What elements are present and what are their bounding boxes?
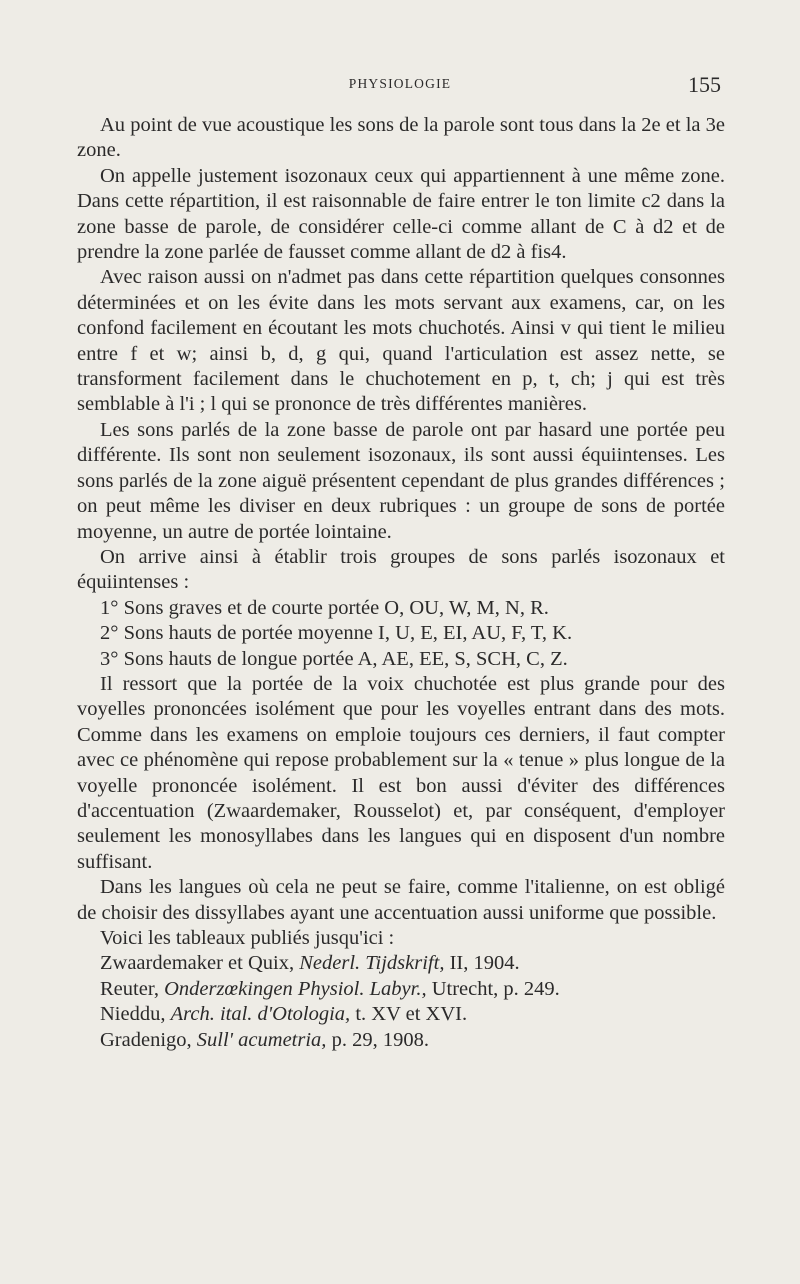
paragraph-consonnes: Avec raison aussi on n'admet pas dans cette répartition quelques consonnes déterminées et on les évite dans les mots servant aux examens, car, on les confond facilement en écoutant les mots chuchotés. Ainsi v qui tient le milieu entre f et w; ainsi b, d, g qui, quand l'articulation est assez nette, se transforment facilement dans le chuchotement en p, t, ch; j qui est très semblable à l'i ; l qui se prononce de très différentes manières.: [77, 266, 725, 416]
reference-author: Reuter,: [100, 977, 159, 1000]
reference-rest: Utrecht, p. 249.: [431, 977, 560, 1000]
paragraph-tableaux: Voici les tableaux publiés jusqu'ici :: [100, 927, 395, 949]
reference-author: Nieddu,: [100, 1003, 166, 1026]
reference-item: [77, 951, 725, 976]
reference-item: [77, 1002, 725, 1027]
group-item-1: 1° Sons graves et de courte portée O, OU, W, M, N, R.: [100, 596, 549, 619]
reference-work: Arch. ital. d'Otologia,: [170, 1003, 351, 1026]
reference-work: Sull' acumetria,: [196, 1028, 327, 1051]
reference-work: Nederl. Tijdskrift,: [299, 952, 445, 975]
reference-item: [77, 1028, 725, 1053]
reference-author: Gradenigo,: [100, 1028, 192, 1051]
reference-author: Zwaardemaker et Quix,: [100, 952, 295, 975]
running-title: PHYSIOLOGIE: [348, 76, 452, 91]
reference-rest: p. 29, 1908.: [331, 1028, 429, 1051]
reference-work: Onderzœkingen Physiol. Labyr.,: [164, 977, 427, 1000]
reference-rest: II, 1904.: [449, 952, 520, 975]
reference-rest: t. XV et XVI.: [355, 1003, 468, 1026]
group-item-3: 3° Sons hauts de longue portée A, AE, EE, S, SCH, C, Z.: [100, 647, 568, 670]
page-body: [77, 113, 725, 1053]
paragraph-acoustic-zones: Au point de vue acoustique les sons de la parole sont tous dans la 2e et la 3e zone.: [77, 114, 725, 162]
reference-item: [77, 977, 725, 1002]
group-item-2: 2° Sons hauts de portée moyenne I, U, E, EI, AU, F, T, K.: [100, 622, 573, 645]
paragraph-trois-groupes: On arrive ainsi à établir trois groupes de sons parlés isozonaux et équiintenses :: [77, 545, 725, 594]
paragraph-portee-voix: Il ressort que la portée de la voix chuchotée est plus grande pour des voyelles prononcées isolément que pour les voyelles entrant dans des mots. Comme dans les examens on emploie toujours ces derniers, il faut compter avec ce phénomène qui repose probablement sur la « tenue » plus longue de la voyelle prononcée isolément. Il est bon aussi d'éviter des différences d'accentuation (Zwaardemaker, Rousselot) et, par conséquent, d'employer seulement les monosyllabes dans les langues qui en disposent d'un nombre suffisant.: [77, 672, 725, 873]
paragraph-langues: Dans les langues où cela ne peut se faire, comme l'italienne, on est obligé de choisir des dissyllabes ayant une accentuation aussi uniforme que possible.: [77, 876, 725, 924]
paragraph-isozonaux: On appelle justement isozonaux ceux qui appartiennent à une même zone. Dans cette répartition, il est raisonnable de faire entrer le ton limite c2 dans la zone basse de parole, de considérer celle-ci comme allant de C à d2 et de prendre la zone parlée de fausset comme allant de d2 à fis4.: [77, 164, 725, 264]
page-number: 155: [688, 72, 721, 97]
page-header: [77, 74, 723, 102]
paragraph-zone-basse: Les sons parlés de la zone basse de parole ont par hasard une portée peu différente. Ils sont non seulement isozonaux, ils sont aussi équiintenses. Les sons parlés de la zone aiguë présentent cependant de plus grandes différences ; on peut même les diviser en deux rubriques : un groupe de sons de portée moyenne, un autre de portée lointaine.: [77, 418, 725, 543]
